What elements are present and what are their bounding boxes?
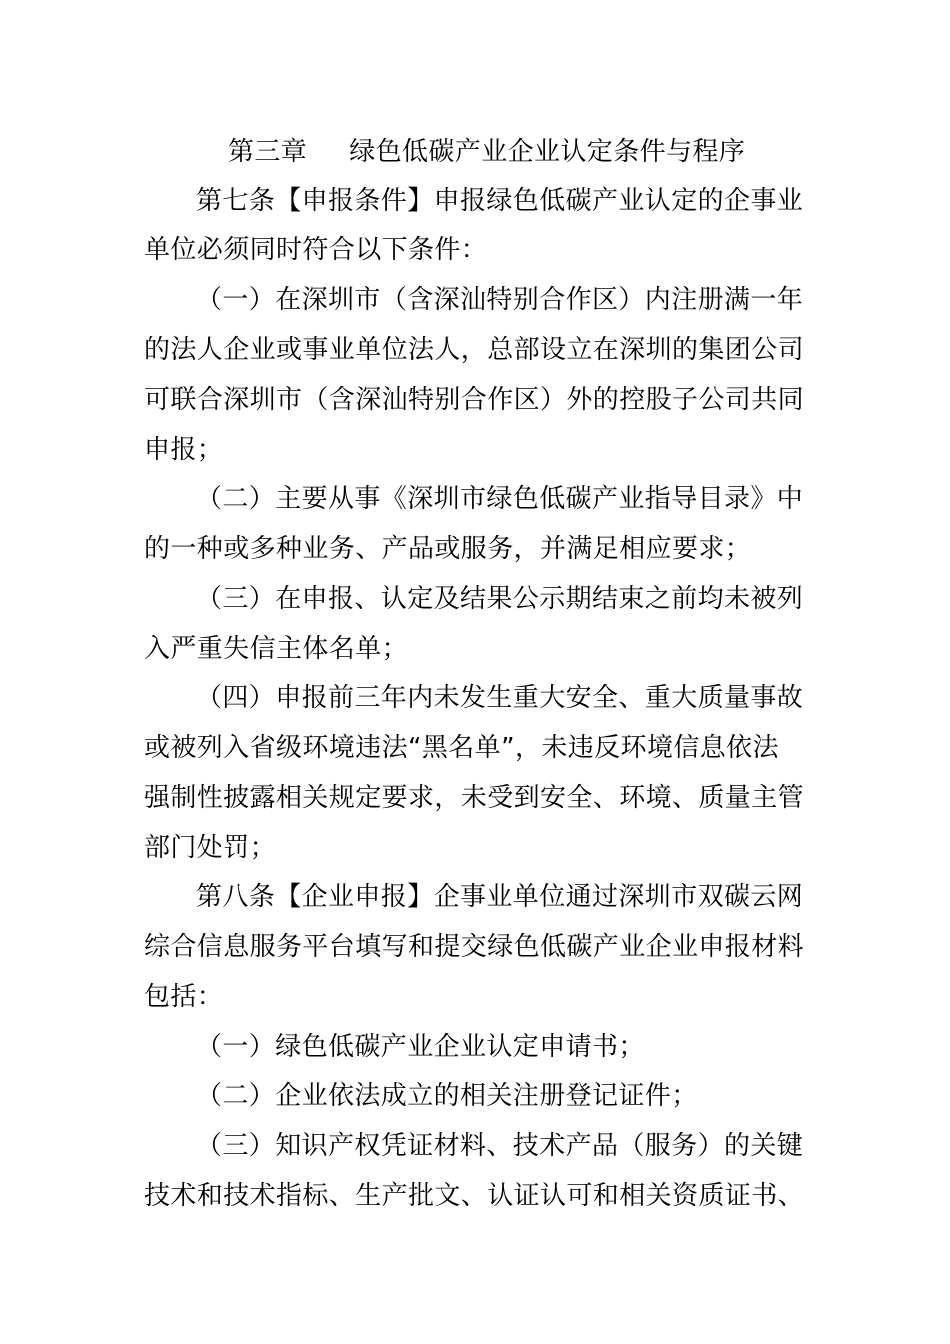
- paragraph-line: 强制性披露相关规定要求，未受到安全、环境、质量主管: [144, 783, 805, 813]
- article-8-heading-line: 第八条【企业申报】企事业单位通过深圳市双碳云网: [196, 882, 804, 912]
- material-3-line: （三）知识产权凭证材料、技术产品（服务）的关键: [196, 1131, 804, 1161]
- clause-1-line: （一）在深圳市（含深汕特别合作区）内注册满一年: [196, 285, 804, 315]
- paragraph-line: 技术和技术指标、生产批文、认证认可和相关资质证书、: [144, 1181, 805, 1211]
- paragraph-line: 的法人企业或事业单位法人，总部设立在深圳的集团公司: [144, 335, 805, 365]
- clause-2-line: （二）主要从事《深圳市绿色低碳产业指导目录》中: [196, 484, 804, 514]
- paragraph-line: 部门处罚；: [144, 833, 277, 863]
- paragraph-line: 或被列入省级环境违法“黑名单”，未违反环境信息依法: [144, 733, 779, 763]
- paragraph-line: 可联合深圳市（含深汕特别合作区）外的控股子公司共同: [144, 385, 805, 415]
- article-7-heading-line: 第七条【申报条件】申报绿色低碳产业认定的企事业: [196, 186, 804, 216]
- paragraph-line: 的一种或多种业务、产品或服务，并满足相应要求；: [144, 534, 752, 564]
- material-1-line: （一）绿色低碳产业企业认定申请书；: [196, 1032, 645, 1062]
- chapter-title-text: 绿色低碳产业企业认定条件与程序: [349, 137, 746, 167]
- paragraph-line: 单位必须同时符合以下条件：: [144, 235, 488, 265]
- clause-3-line: （三）在申报、认定及结果公示期结束之前均未被列: [196, 584, 804, 614]
- paragraph-line: 入严重失信主体名单；: [144, 634, 409, 664]
- clause-4-line: （四）申报前三年内未发生重大安全、重大质量事故: [196, 683, 804, 713]
- chapter-number: 第三章: [228, 137, 308, 167]
- paragraph-line: 综合信息服务平台填写和提交绿色低碳产业企业申报材料: [144, 932, 805, 962]
- material-2-line: （二）企业依法成立的相关注册登记证件；: [196, 1081, 698, 1111]
- chapter-heading: [228, 136, 745, 168]
- paragraph-line: 包括：: [144, 982, 224, 1012]
- paragraph-line: 申报；: [144, 435, 224, 465]
